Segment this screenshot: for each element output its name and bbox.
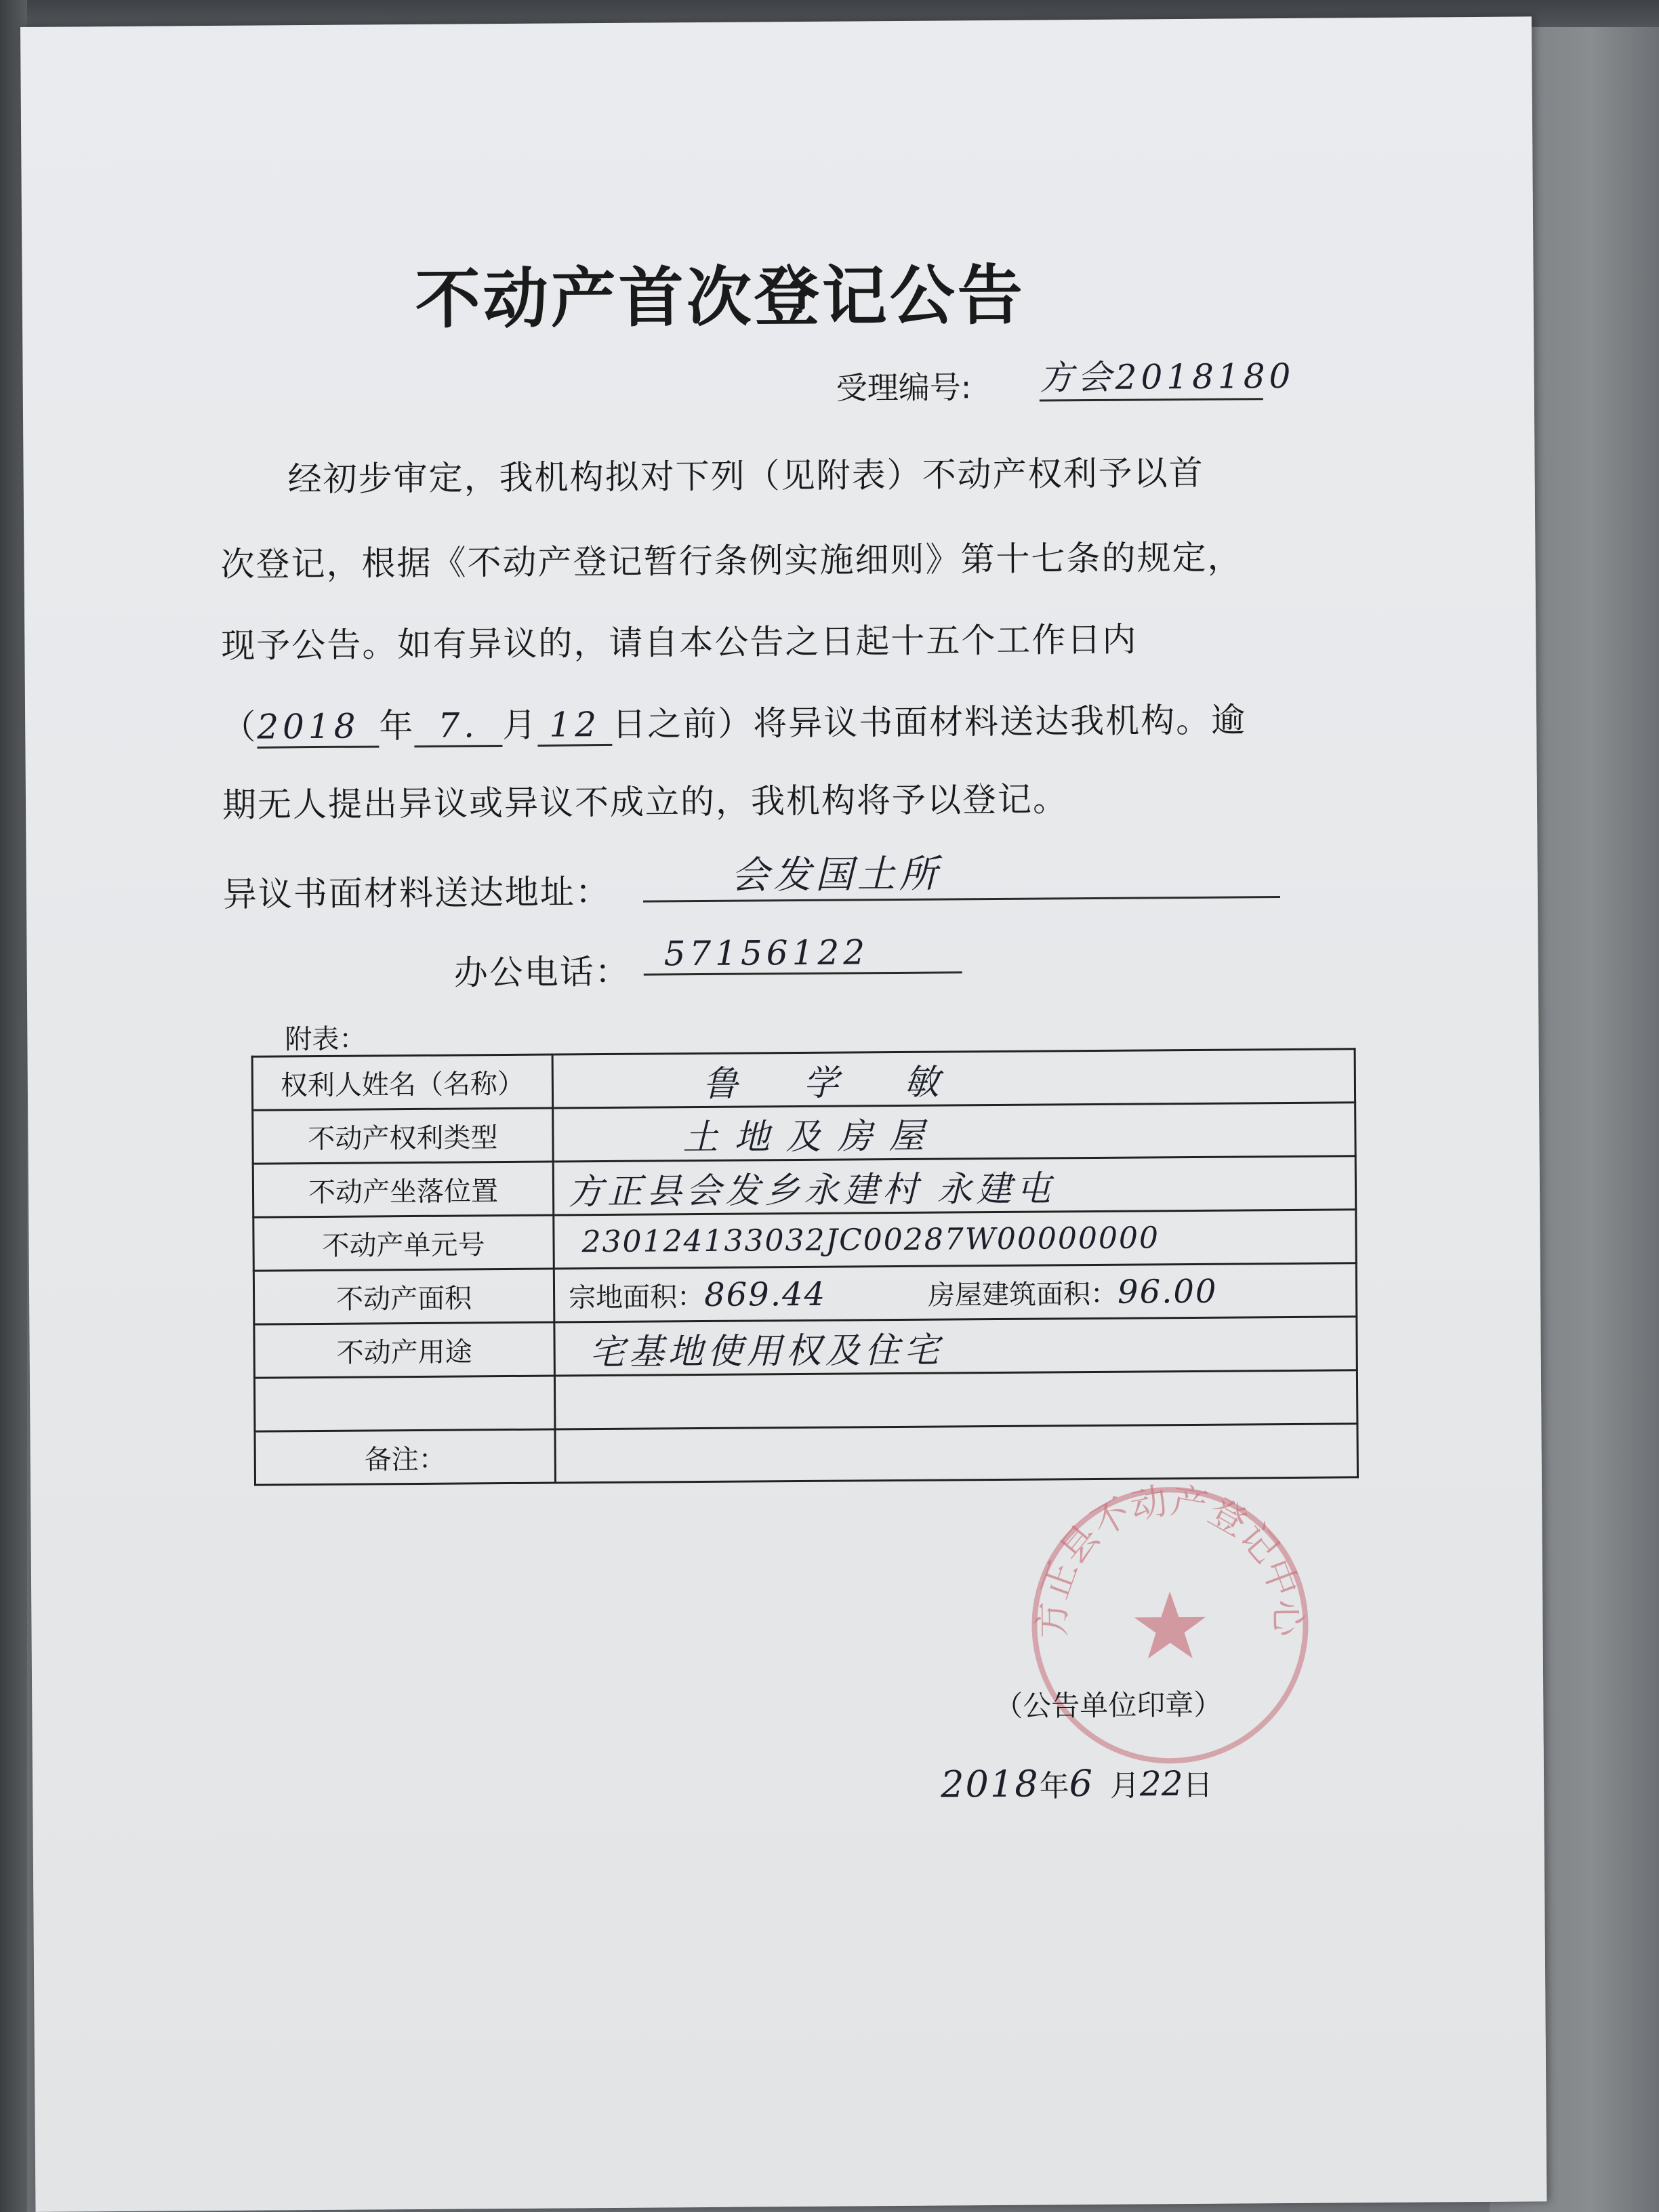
table-row xyxy=(253,1156,1356,1217)
date-day-unit: 日 xyxy=(1183,1767,1213,1803)
attachment-table xyxy=(251,1048,1359,1486)
usage-value: 宅基地使用权及住宅 xyxy=(589,1330,943,1373)
body-last-line: 期无人提出异议或异议不成立的，我机构将予以登记。 xyxy=(222,779,1069,825)
phone-value: 57156122 xyxy=(643,932,962,975)
deadline-open: （ xyxy=(222,707,258,747)
phone-label: 办公电话： xyxy=(453,951,630,993)
table-row xyxy=(253,1103,1356,1164)
row-value-unit-number xyxy=(554,1210,1357,1269)
body-line-1: 经初步审定，我机构拟对下列（见附表）不动产权利予以首 xyxy=(287,453,1204,499)
deadline-year: 2018 xyxy=(257,706,379,748)
table-row xyxy=(253,1263,1357,1324)
row-value-empty xyxy=(554,1370,1357,1429)
row-label-right-type: 不动产权利类型 xyxy=(253,1108,554,1164)
date-month: 6 xyxy=(1069,1761,1097,1805)
issue-date xyxy=(941,1761,1213,1806)
seal-caption: （公告单位印章） xyxy=(994,1687,1223,1723)
deadline-day: 12 xyxy=(537,705,612,747)
unit-number-value: 230124133032JC00287W00000000 xyxy=(581,1220,1160,1259)
row-value-remark xyxy=(555,1424,1358,1483)
deadline-rest: 日之前）将异议书面材料送达我机构。逾 xyxy=(612,700,1247,744)
right-type-value: 土地及房屋 xyxy=(682,1115,941,1158)
attachment-label: 附表： xyxy=(285,1023,367,1056)
seal-text: 方正县不动产登记中心 xyxy=(1031,1479,1309,1639)
row-value-usage xyxy=(554,1317,1357,1376)
row-label-remark: 备注： xyxy=(255,1429,556,1485)
document-paper xyxy=(20,16,1547,2211)
official-seal xyxy=(1020,1475,1320,1776)
seal-star-icon xyxy=(1134,1591,1206,1659)
date-year: 2018 xyxy=(940,1762,1040,1806)
row-value-area xyxy=(554,1263,1357,1322)
deadline-month: 7. xyxy=(414,705,502,747)
row-value-right-type xyxy=(553,1103,1356,1162)
row-label-area: 不动产面积 xyxy=(253,1269,554,1324)
row-label-unit-number: 不动产单元号 xyxy=(253,1215,554,1271)
building-area-label: 房屋建筑面积： xyxy=(927,1278,1118,1311)
body-line-3: 现予公告。如有异议的，请自本公告之日起十五个工作日内 xyxy=(221,619,1138,665)
table-row xyxy=(253,1210,1357,1271)
table-row xyxy=(252,1049,1355,1110)
document-title: 不动产首次登记公告 xyxy=(415,257,1026,337)
row-label-location: 不动产坐落位置 xyxy=(253,1162,554,1217)
row-value-holder xyxy=(552,1049,1355,1108)
building-area-value: 96.00 xyxy=(1117,1272,1218,1311)
deadline-line xyxy=(222,693,1246,749)
address-value: 会发国土所 xyxy=(642,842,1280,903)
row-label-holder: 权利人姓名（名称） xyxy=(252,1054,553,1110)
location-value: 方正县会发乡永建村 永建屯 xyxy=(567,1168,1055,1212)
row-label-empty xyxy=(254,1376,555,1431)
table-row xyxy=(254,1317,1357,1378)
row-label-usage: 不动产用途 xyxy=(254,1322,555,1378)
date-day: 22 xyxy=(1139,1764,1183,1804)
deadline-year-unit: 年 xyxy=(379,705,415,746)
date-month-unit: 月 xyxy=(1109,1768,1141,1803)
land-area-value: 869.44 xyxy=(703,1275,827,1314)
holder-name: 鲁 学 敏 xyxy=(702,1061,967,1105)
acceptance-label: 受理编号: xyxy=(836,369,972,407)
acceptance-number: 方会2018180 xyxy=(1039,349,1263,401)
table-row xyxy=(254,1370,1357,1431)
land-area-label: 宗地面积： xyxy=(568,1281,705,1313)
address-label: 异议书面材料送达地址： xyxy=(222,872,611,914)
row-value-location xyxy=(553,1156,1356,1215)
deadline-month-unit: 月 xyxy=(502,705,538,745)
body-line-2: 次登记，根据《不动产登记暂行条例实施细则》第十七条的规定， xyxy=(220,537,1243,584)
date-year-unit: 年 xyxy=(1039,1769,1069,1804)
